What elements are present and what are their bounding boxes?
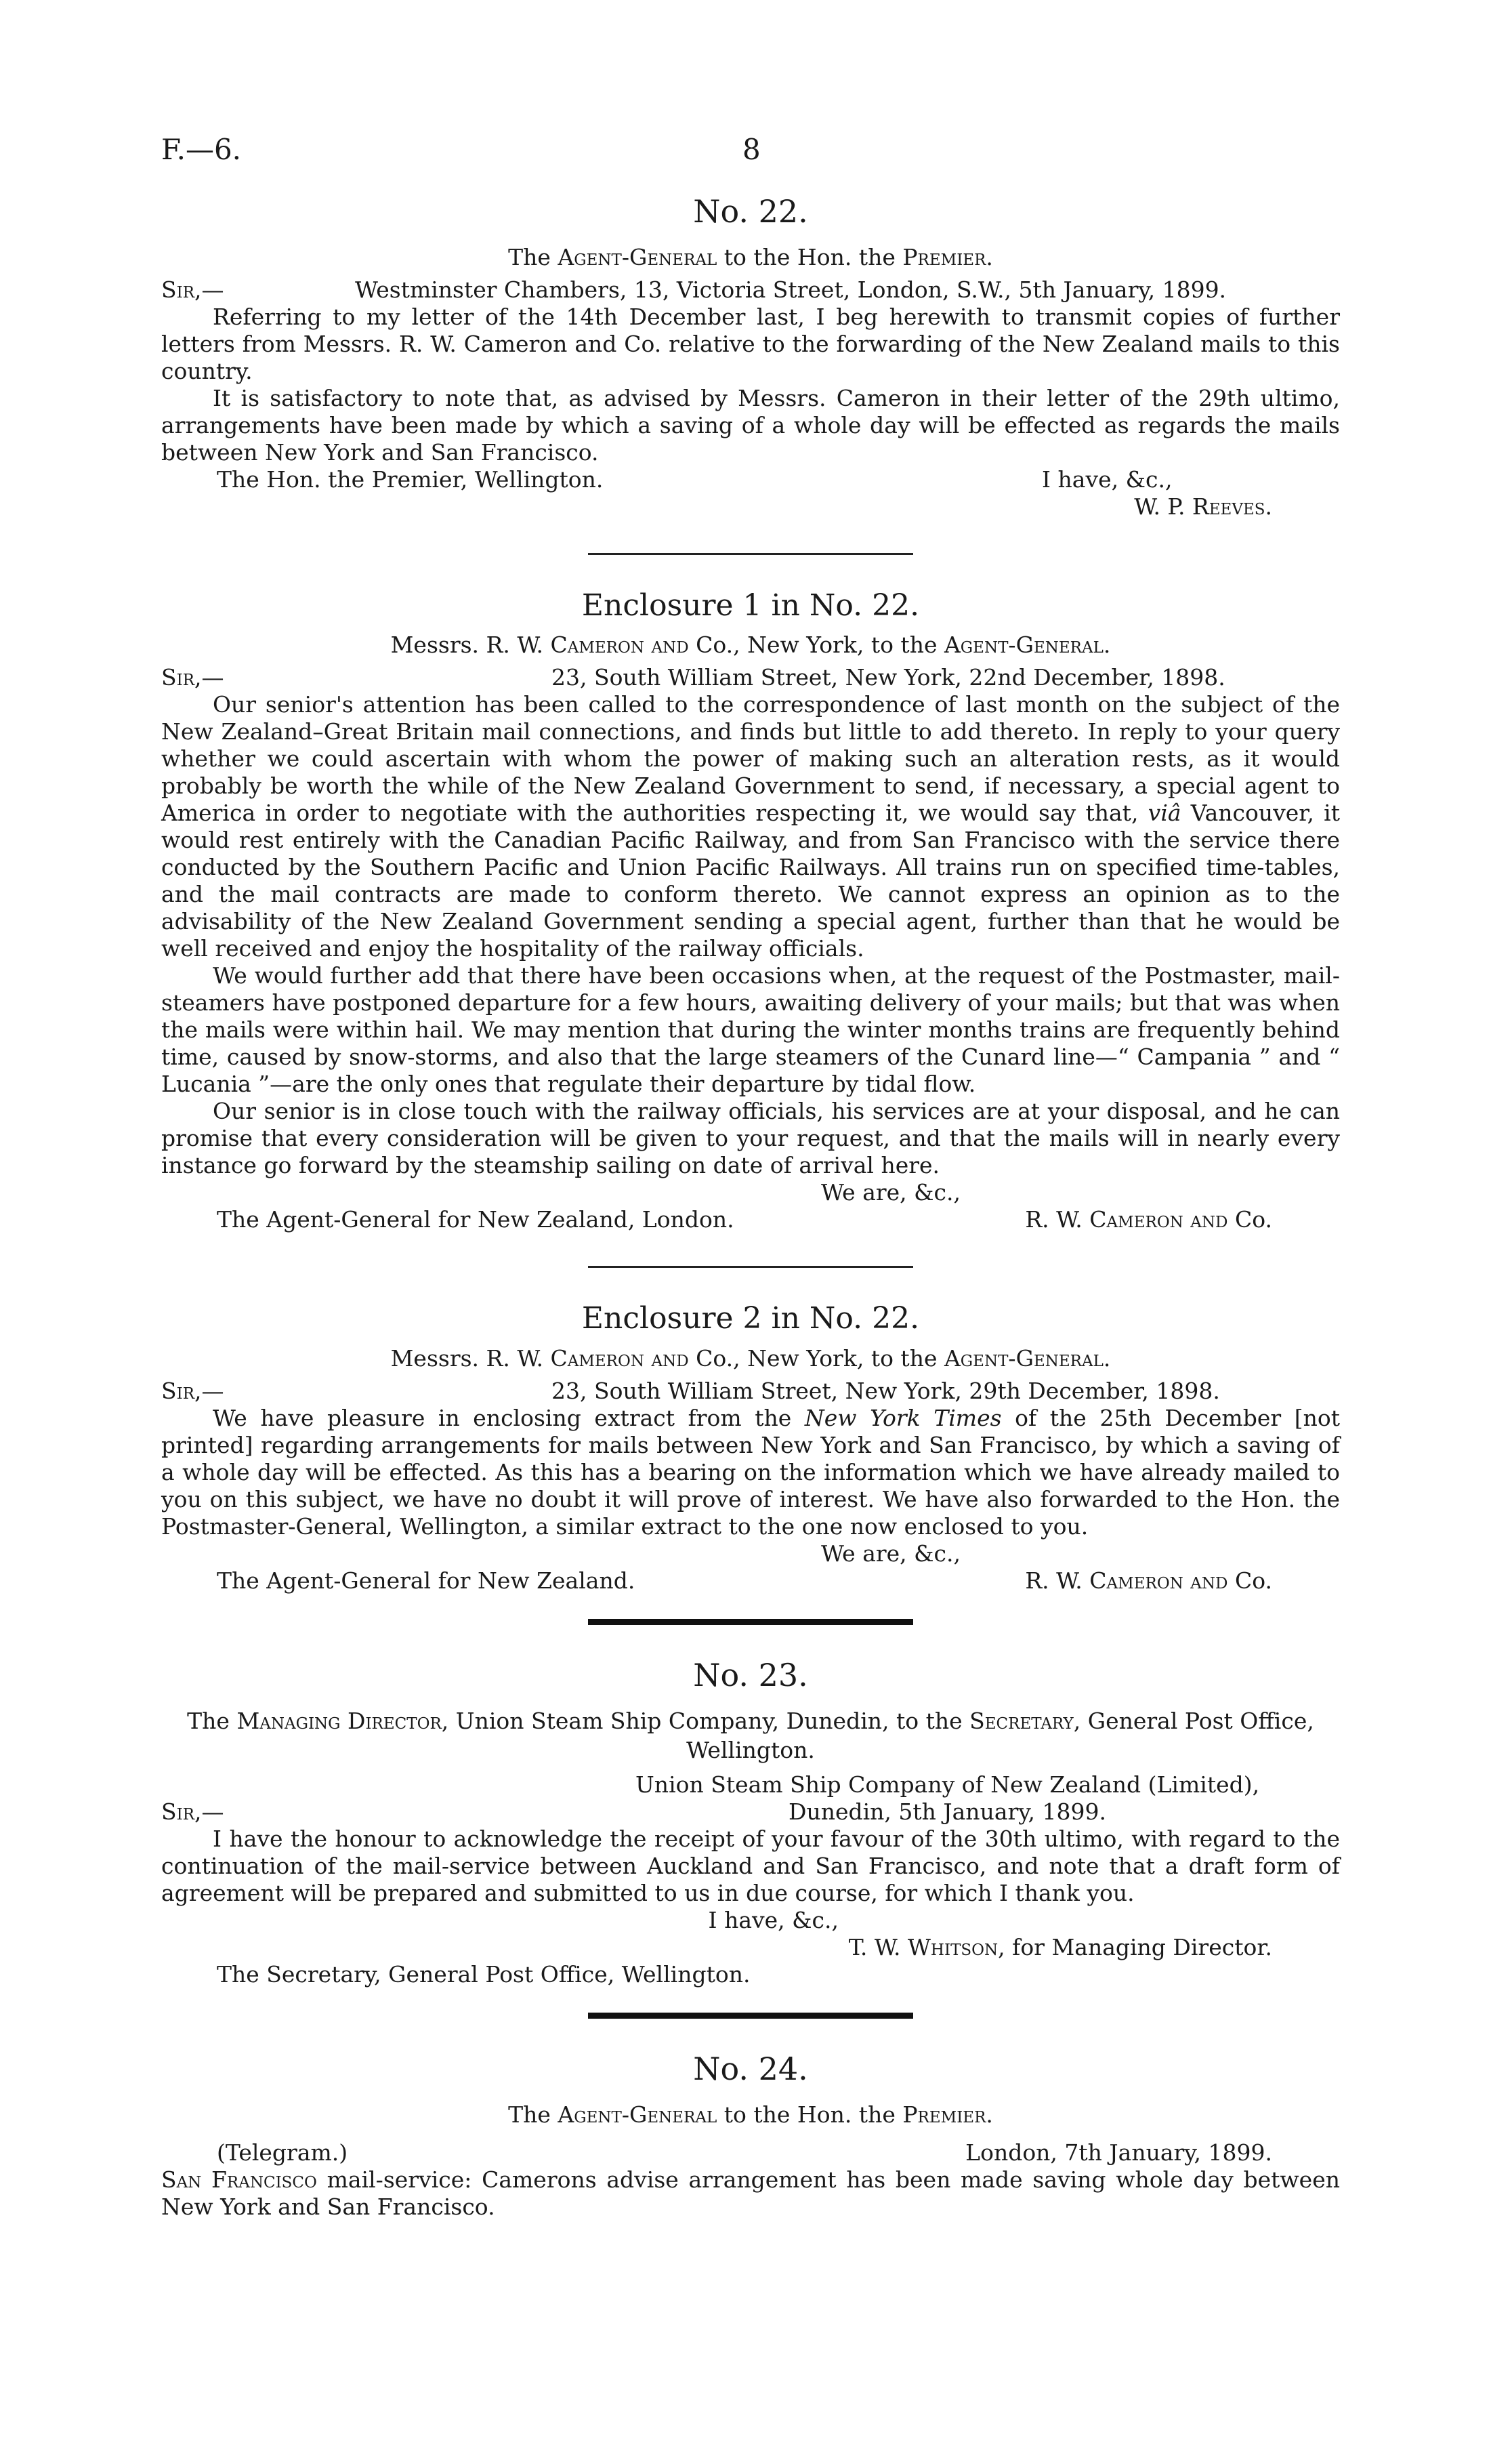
dateline: London, 7th January, 1899.	[965, 2139, 1272, 2166]
from-to-line: Messrs. R. W. Cameron and Co., New York, to the Agent-General.	[390, 632, 1111, 659]
telegram-row	[161, 2139, 1340, 2166]
salutation-address-row	[161, 664, 1340, 691]
sender-address: 23, South William Street, New York, 29th December, 1898.	[551, 1377, 1220, 1404]
signature-row	[161, 1567, 1340, 1594]
closing-row	[161, 466, 1340, 493]
addressee: The Agent-General for New Zealand.	[217, 1567, 635, 1594]
paragraph: Referring to my letter of the 14th December last, I beg herewith to transmit copies of further letters from Messrs. R. W. Cameron and Co. relative to the forwarding of the New Zealand mails to this country.	[161, 303, 1340, 384]
closing: I have, &c.,	[708, 1907, 839, 1934]
closing: We are, &c.,	[820, 1179, 961, 1206]
sender-address: Westminster Chambers, 13, Victoria Street, London, S.W., 5th January, 1899.	[355, 276, 1227, 303]
salutation-address-row	[161, 276, 1340, 304]
from-to-line: The Managing Director, Union Steam Ship Company, Dunedin, to the Secretary, General Post Office, Wellington.	[187, 1707, 1314, 1763]
addressee: The Hon. the Premier, Wellington.	[217, 466, 604, 493]
divider	[588, 553, 913, 555]
divider	[588, 1266, 913, 1268]
signature-row	[161, 493, 1340, 520]
letter-no-24	[161, 2051, 1340, 2221]
sender-address: 23, South William Street, New York, 22nd December, 1898.	[551, 664, 1225, 691]
section-heading: No. 24.	[693, 2051, 808, 2088]
enclosure-2	[161, 1302, 1340, 1594]
signature: W. P. Reeves.	[1134, 493, 1272, 520]
signature-row	[161, 1206, 1340, 1233]
content	[161, 194, 1340, 2221]
letter-no-22	[161, 194, 1340, 520]
paper-reference: F.—6.	[161, 133, 242, 166]
addressee: The Agent-General for New Zealand, London.	[217, 1206, 734, 1233]
from-to-line: The Agent-General to the Hon. the Premier.	[508, 243, 993, 270]
salutation: Sir,—	[161, 276, 224, 303]
closing: We are, &c.,	[820, 1540, 961, 1567]
section-heading: No. 22.	[693, 193, 808, 230]
sender-address-line-1: Union Steam Ship Company of New Zealand (Limited),	[635, 1771, 1260, 1798]
paragraph: We would further add that there have been occasions when, at the request of the Postmaster, mail-steamers have postponed departure for a few hours, awaiting delivery of your mails; but that was when the mails were within hail. We may mention that during the winter months trains are frequently behind time, caused by snow-storms, and also that the large steamers of the Cunard line—“ Campania ” and “ Lucania ”—are the only ones that regulate their departure by tidal flow.	[161, 962, 1340, 1098]
closing: I have, &c.,	[1042, 466, 1173, 493]
salutation-address-row	[161, 1378, 1340, 1405]
paragraph: Our senior is in close touch with the railway officials, his services are at your disposal, and he can promise that every consideration will be given to your request, and that the mails will in nearly every instance go forward by the steamship sailing on date of arrival here.	[161, 1098, 1340, 1179]
salutation: Sir,—	[161, 1798, 224, 1826]
from-to-line: Messrs. R. W. Cameron and Co., New York, to the Agent-General.	[390, 1344, 1111, 1372]
section-heading: Enclosure 1 in No. 22.	[581, 588, 920, 623]
divider-thick	[588, 2013, 913, 2019]
signature: R. W. Cameron and Co.	[1025, 1206, 1272, 1233]
section-heading: No. 23.	[693, 1656, 808, 1693]
from-to-line: The Agent-General to the Hon. the Premier.	[508, 2101, 993, 2128]
paragraph: I have the honour to acknowledge the receipt of your favour of the 30th ultimo, with regard to the continuation of the mail-service between Auckland and San Francisco, and note that a draft form of agreement will be prepared and submitted to us in due course, for which I thank you.	[161, 1826, 1340, 1907]
divider-thick	[588, 1619, 913, 1625]
signature-row	[161, 1934, 1340, 1961]
signature: T. W. Whitson, for Managing Director.	[848, 1934, 1272, 1961]
salutation-address-row	[161, 1798, 1340, 1826]
sender-address-line-2: Dunedin, 5th January, 1899.	[789, 1798, 1106, 1826]
paragraph: Our senior's attention has been called to the correspondence of last month on the subject of the New Zealand–Great Britain mail connections, and finds but little to add thereto. In reply to your query whether we could ascertain with whom the power of making such an alteration rests, as it would probably be worth the while of the New Zealand Government to send, if necessary, a special agent to America in order to negotiate with the authorities respecting it, we would say that, viâ Vancouver, it would rest entirely with the Canadian Pacific Railway, and from San Francisco with the service there conducted by the Southern Pacific and Union Pacific Railways. All trains run on specified time-tables, and the mail contracts are made to conform thereto. We cannot express an opinion as to the advisability of the New Zealand Government sending a special agent, further than that he would be well received and enjoy the hospitality of the railway officials.	[161, 691, 1340, 962]
telegram-label: (Telegram.)	[217, 2139, 348, 2166]
running-head	[0, 133, 1512, 173]
page-number: 8	[742, 133, 761, 166]
letter-no-23	[161, 1658, 1340, 1989]
paragraph: San Francisco mail-service: Camerons advise arrangement has been made saving whole day between New York and San Francisco.	[161, 2166, 1340, 2221]
section-heading: Enclosure 2 in No. 22.	[581, 1301, 920, 1336]
salutation: Sir,—	[161, 1377, 224, 1404]
paragraph: We have pleasure in enclosing extract from the New York Times of the 25th December [not printed] regarding arrangements for mails between New York and San Francisco, by which a saving of a whole day will be effected. As this has a bearing on the information which we have already mailed to you on this subject, we have no doubt it will prove of interest. We have also forwarded to the Hon. the Postmaster-General, Wellington, a similar extract to the one now enclosed to you.	[161, 1404, 1340, 1540]
enclosure-1	[161, 589, 1340, 1233]
paragraph: It is satisfactory to note that, as advised by Messrs. Cameron in their letter of the 29th ultimo, arrangements have been made by which a saving of a whole day will be effected as regards the mails between New York and San Francisco.	[161, 384, 1340, 466]
salutation: Sir,—	[161, 664, 224, 691]
signature: R. W. Cameron and Co.	[1025, 1567, 1272, 1594]
addressee: The Secretary, General Post Office, Wellington.	[217, 1961, 751, 1988]
